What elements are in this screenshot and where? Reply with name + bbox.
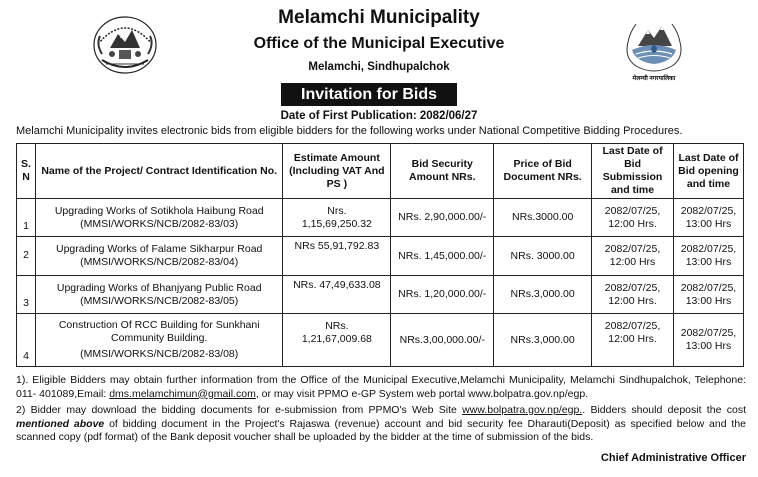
- project-id: (MMSI/WORKS/NCB/2082-83/08): [80, 348, 239, 360]
- logo-caption: मेलम्ची नगरपालिका: [632, 76, 676, 82]
- header-estimate: Estimate Amount (Including VAT And PS ): [283, 144, 391, 199]
- row-bid-security: NRs. 1,20,000.00/-: [391, 276, 494, 314]
- estimate-line-2: 1,21,67,009.68: [301, 333, 372, 345]
- invitation-banner: Invitation for Bids: [281, 83, 457, 106]
- submission-date: 2082/07/25,: [604, 204, 661, 217]
- table-row: [17, 314, 744, 367]
- note-2-text-a: 2) Bidder may download the bidding documents for e-submission from PPMO's Web Site: [16, 404, 463, 416]
- estimate-line-1: NRs 55,91,792.83: [294, 240, 380, 252]
- row-opening: [673, 314, 743, 367]
- opening-date: 2082/07/25,: [680, 327, 737, 339]
- row-project: [35, 199, 282, 237]
- project-id: (MMSI/WORKS/NCB/2082-83/03): [80, 217, 239, 230]
- table-row: [17, 199, 744, 237]
- header-sn: S. N: [17, 144, 36, 199]
- project-id: (MMSI/WORKS/NCB/2082-83/04): [80, 256, 239, 268]
- row-opening: [673, 199, 743, 237]
- row-project: [35, 237, 282, 276]
- opening-date: 2082/07/25,: [680, 204, 737, 217]
- header-project-name: Name of the Project/ Contract Identification No.: [35, 144, 282, 199]
- row-estimate: [283, 276, 391, 314]
- notice-header: [0, 6, 758, 75]
- row-sn: 1: [17, 199, 36, 237]
- submission-time: 12:00 Hrs.: [608, 217, 657, 230]
- office-subtitle: Office of the Municipal Executive: [253, 35, 505, 52]
- row-submission: [592, 199, 674, 237]
- row-submission: [592, 276, 674, 314]
- header-bid-security: Bid Security Amount NRs.: [391, 144, 494, 199]
- bid-table: [16, 143, 744, 367]
- municipality-title: Melamchi Municipality: [278, 7, 480, 28]
- estimate-line-1: NRs. 47,49,633.08: [293, 279, 381, 291]
- header-opening-date: Last Date of Bid opening and time: [673, 144, 743, 199]
- submission-date: 2082/07/25,: [604, 281, 661, 294]
- project-name: Upgrading Works of Bhanjyang Public Road: [56, 281, 262, 294]
- email-link[interactable]: dms.melamchimun@gmail.com: [109, 387, 256, 400]
- row-document-price: NRs.3000.00: [494, 199, 592, 237]
- submission-date: 2082/07/25,: [604, 243, 661, 255]
- opening-time: 13:00 Hrs: [685, 256, 732, 268]
- note-2: [16, 404, 746, 445]
- opening-time: 13:00 Hrs: [685, 340, 732, 352]
- opening-date: 2082/07/25,: [680, 243, 737, 255]
- header-document-price: Price of Bid Document NRs.: [494, 144, 592, 199]
- row-estimate: [283, 314, 391, 367]
- submission-time: 12:00 Hrs.: [608, 294, 657, 307]
- row-submission: [592, 314, 674, 367]
- row-project: [35, 314, 282, 367]
- note-1-text-b: , or may visit PPMO e-GP System web portal www.bolpatra.gov.np/egp.: [255, 387, 589, 400]
- table-row: [17, 237, 744, 276]
- row-document-price: NRs.3,000.00: [494, 314, 592, 367]
- project-id: (MMSI/WORKS/NCB/2082-83/05): [80, 294, 239, 307]
- header-submission-date: Last Date of Bid Submission and time: [592, 144, 674, 199]
- row-estimate: [283, 237, 391, 276]
- estimate-line-1: NRs.: [325, 320, 349, 332]
- notes-section: [16, 374, 746, 448]
- estimate-line-2: 1,15,69,250.32: [301, 217, 372, 230]
- row-document-price: NRs. 3000.00: [494, 237, 592, 276]
- row-project: [35, 276, 282, 314]
- opening-time: 13:00 Hrs: [685, 217, 732, 230]
- signature: Chief Administrative Officer: [600, 452, 746, 464]
- note-1-text-a: 1). Eligible Bidders may obtain further information from the Office of the Municipal Executive,Melamchi Municipality, Melamchi Sindhupalchok, Telephone: 011- 401089,Email:: [16, 374, 746, 400]
- row-bid-security: NRs. 2,90,000.00/-: [391, 199, 494, 237]
- table-header-row: [17, 144, 744, 199]
- office-location: Melamchi, Sindhupalchok: [308, 61, 450, 73]
- row-sn: 3: [17, 276, 36, 314]
- row-sn: 4: [17, 314, 36, 367]
- row-estimate: [283, 199, 391, 237]
- submission-date: 2082/07/25,: [604, 320, 661, 332]
- bolpatra-link[interactable]: www.bolpatra.gov.np/egp.: [462, 404, 583, 416]
- table-row: [17, 276, 744, 314]
- row-submission: [592, 237, 674, 276]
- row-bid-security: NRs. 1,45,000.00/-: [391, 237, 494, 276]
- project-name: Construction Of RCC Building for Sunkhani Community Building.: [58, 319, 260, 344]
- row-sn: 2: [17, 237, 36, 276]
- note-1: [16, 374, 746, 401]
- row-opening: [673, 276, 743, 314]
- submission-time: 12:00 Hrs: [609, 256, 656, 268]
- publication-date: Date of First Publication: 2082/06/27: [280, 110, 478, 122]
- row-bid-security: NRs.3,00,000.00/-: [391, 314, 494, 367]
- note-2-emphasis: mentioned above: [16, 417, 105, 430]
- project-name: Upgrading Works of Sotikhola Haibung Road: [54, 204, 264, 217]
- estimate-line-1: Nrs.: [327, 204, 347, 217]
- note-2-text-b: . Bidders should deposit the cost: [582, 404, 746, 416]
- project-name: Upgrading Works of Falame Sikharpur Road: [56, 243, 263, 255]
- intro-text: Melamchi Municipality invites electronic bids from eligible bidders for the following works under National Competitive Bidding Procedures.: [16, 125, 683, 137]
- submission-time: 12:00 Hrs.: [608, 333, 657, 345]
- opening-time: 13:00 Hrs: [685, 294, 732, 307]
- row-opening: [673, 237, 743, 276]
- note-2-text-c: of bidding document in the Project's Rajaswa (revenue) account and bid security fee Dharauti(Deposit) as specified below and the scanned copy (pdf format) of the Bank deposit voucher shall be uploaded by the bidder at the time of submission of the bids.: [16, 417, 746, 443]
- row-document-price: NRs.3,000.00: [494, 276, 592, 314]
- opening-date: 2082/07/25,: [680, 281, 737, 294]
